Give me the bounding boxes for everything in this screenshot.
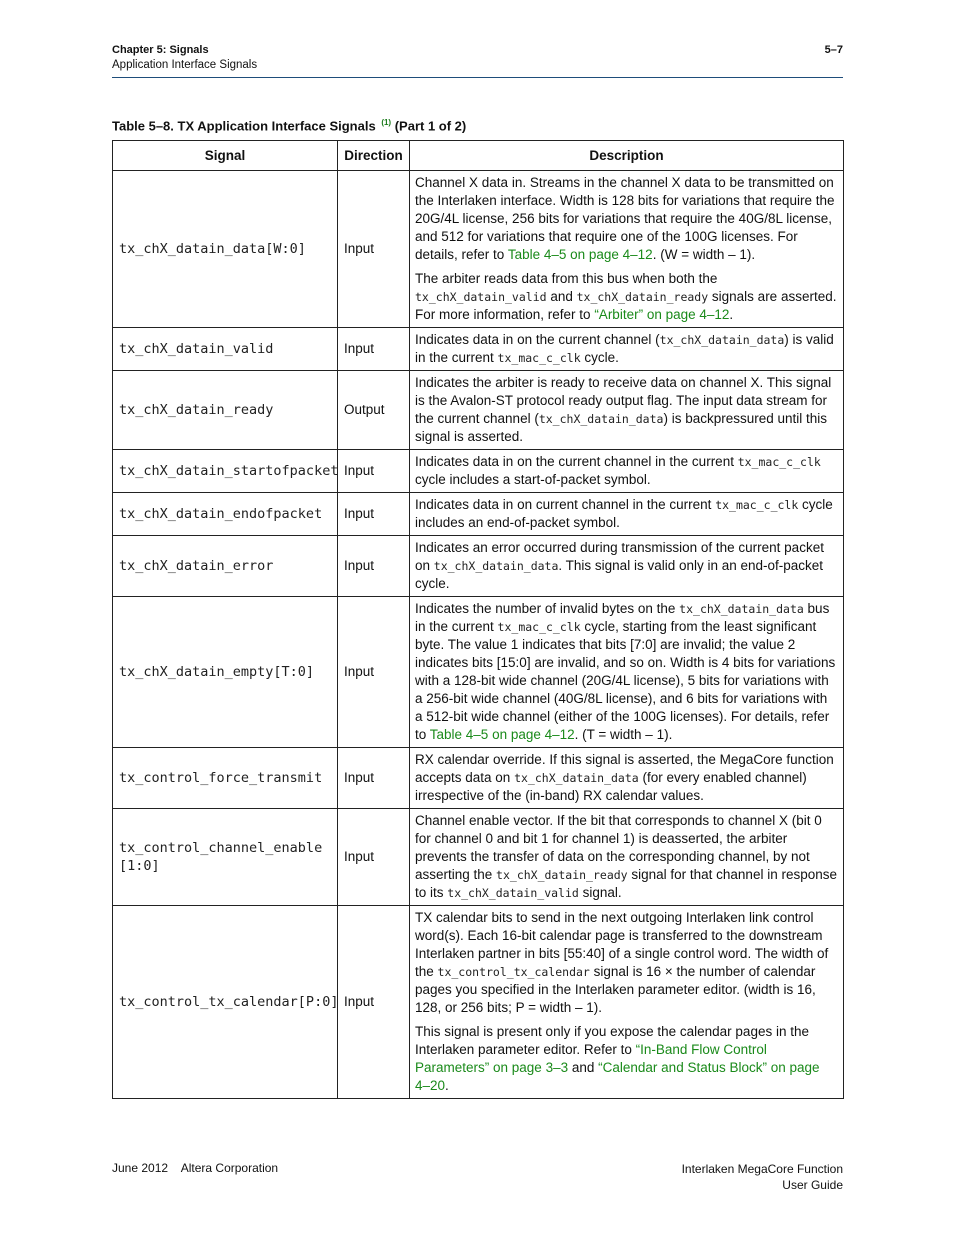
description-text: signal. bbox=[578, 885, 622, 900]
description-paragraph bbox=[415, 374, 837, 446]
signal-direction: Input bbox=[338, 536, 410, 597]
description-text: . (W = width – 1). bbox=[652, 247, 756, 262]
signal-name: tx_control_channel_enable [1:0] bbox=[113, 809, 338, 906]
footer-doc-type: User Guide bbox=[782, 1178, 843, 1192]
footer-doc-title: Interlaken MegaCore Function bbox=[681, 1162, 843, 1176]
table-row bbox=[113, 809, 844, 906]
description-paragraph bbox=[415, 1023, 837, 1095]
description-paragraph bbox=[415, 539, 837, 593]
table-row bbox=[113, 371, 844, 450]
description-text: ) is backpressured until this signal is asserted. bbox=[415, 411, 828, 444]
table-caption bbox=[112, 118, 466, 133]
signal-name: tx_chX_datain_error bbox=[113, 536, 338, 597]
description-text: Indicates the arbiter is ready to receive data on channel X. This signal is the Avalon-ST protocol ready output flag. The input data stream for the current channel ( bbox=[415, 375, 832, 426]
signal-description bbox=[410, 171, 844, 328]
signal-name: tx_chX_datain_data[W:0] bbox=[113, 171, 338, 328]
description-text: RX calendar override. If this signal is asserted, the MegaCore function accepts data on bbox=[415, 752, 834, 785]
description-paragraph bbox=[415, 174, 837, 264]
page-header bbox=[112, 44, 843, 71]
signal-name: tx_control_force_transmit bbox=[113, 748, 338, 809]
description-text: cycle, starting from the least significant byte. The value 1 indicates that bits [7:0] are invalid; the value 2 indicates bits [15:0] are invalid, and so on. Width is 4 bits for variations with a 128-bit wide channel (20G/4L license), 5 bits for variations with a 256-bit wide channel (40G/8L license), and 6 bits for variations with a 512-bit wide channel (either of the 100G licenses). For details, refer to bbox=[415, 619, 836, 742]
signal-description bbox=[410, 748, 844, 809]
description-text: The arbiter reads data from this bus when both the bbox=[415, 271, 718, 286]
signal-reference: tx_mac_c_clk bbox=[737, 455, 821, 469]
signal-description bbox=[410, 493, 844, 536]
caption-part: (Part 1 of 2) bbox=[394, 118, 467, 134]
signal-name: tx_chX_datain_endofpacket bbox=[113, 493, 338, 536]
description-paragraph bbox=[415, 496, 837, 532]
table-row bbox=[113, 171, 844, 328]
signal-description bbox=[410, 450, 844, 493]
description-text: . This signal is valid only in an end-of-packet cycle. bbox=[415, 558, 824, 591]
signal-direction: Input bbox=[338, 171, 410, 328]
table-row bbox=[113, 493, 844, 536]
signal-direction: Input bbox=[338, 906, 410, 1099]
signal-name: tx_control_tx_calendar[P:0] bbox=[113, 906, 338, 1099]
signal-reference: tx_chX_datain_data bbox=[679, 602, 804, 616]
table-row bbox=[113, 536, 844, 597]
signal-direction: Input bbox=[338, 597, 410, 748]
column-header-direction: Direction bbox=[338, 141, 410, 171]
description-paragraph bbox=[415, 600, 837, 744]
signal-description bbox=[410, 906, 844, 1099]
signal-reference: tx_chX_datain_valid bbox=[447, 886, 579, 900]
description-text: cycle. bbox=[580, 350, 619, 365]
signal-direction: Input bbox=[338, 328, 410, 371]
signal-direction: Output bbox=[338, 371, 410, 450]
cross-reference-link[interactable]: “In-Band Flow Control Parameters” on page 3–3 bbox=[415, 1042, 767, 1075]
description-text: bus in the current bbox=[415, 601, 830, 634]
table-row bbox=[113, 906, 844, 1099]
description-text: signal for that channel in response to its bbox=[415, 867, 837, 900]
caption-title: Table 5–8. TX Application Interface Signals bbox=[112, 118, 376, 134]
section-title: Application Interface Signals bbox=[112, 59, 258, 71]
page-number: 5–7 bbox=[824, 44, 843, 56]
description-text: cycle includes a start-of-packet symbol. bbox=[415, 472, 651, 487]
table-row bbox=[113, 450, 844, 493]
table-row bbox=[113, 597, 844, 748]
signal-name: tx_chX_datain_valid bbox=[113, 328, 338, 371]
signal-description bbox=[410, 809, 844, 906]
signal-direction: Input bbox=[338, 450, 410, 493]
caption-note-link[interactable]: (1) bbox=[381, 118, 392, 127]
description-paragraph bbox=[415, 751, 837, 805]
description-text: Indicates an error occurred during transmission of the current packet on bbox=[415, 540, 824, 573]
description-text: Indicates data in on the current channel ( bbox=[415, 332, 660, 347]
cross-reference-link[interactable]: Table 4–5 on page 4–12 bbox=[429, 727, 575, 742]
description-text: ) is valid in the current bbox=[415, 332, 834, 365]
signal-reference: tx_chX_datain_data bbox=[659, 333, 785, 347]
signal-reference: tx_chX_datain_ready bbox=[576, 290, 709, 304]
signal-direction: Input bbox=[338, 493, 410, 536]
description-text: Indicates data in on current channel in the current bbox=[415, 497, 716, 512]
signal-description bbox=[410, 536, 844, 597]
description-text: . (T = width – 1). bbox=[574, 727, 673, 742]
description-paragraph bbox=[415, 270, 837, 324]
signal-reference: tx_mac_c_clk bbox=[497, 351, 581, 365]
description-paragraph bbox=[415, 812, 837, 902]
chapter-title: Chapter 5: Signals bbox=[112, 44, 209, 56]
footer-left: June 2012 Altera Corporation bbox=[112, 1161, 279, 1175]
description-text: Indicates data in on the current channel in the current bbox=[415, 454, 738, 469]
signal-reference: tx_chX_datain_data bbox=[433, 559, 559, 573]
signal-name: tx_chX_datain_startofpacket bbox=[113, 450, 338, 493]
description-text: signals are asserted. For more information, refer to bbox=[415, 289, 837, 322]
cross-reference-link[interactable]: “Arbiter” on page 4–12 bbox=[594, 307, 730, 322]
column-header-signal: Signal bbox=[113, 141, 338, 171]
signal-name: tx_chX_datain_ready bbox=[113, 371, 338, 450]
signal-description bbox=[410, 597, 844, 748]
description-text: . bbox=[729, 307, 734, 322]
signal-description bbox=[410, 371, 844, 450]
description-paragraph bbox=[415, 453, 837, 489]
description-text: and bbox=[546, 289, 577, 304]
description-paragraph bbox=[415, 331, 837, 367]
description-text: This signal is present only if you expose the calendar pages in the Interlaken parameter editor. Refer to bbox=[415, 1024, 809, 1057]
cross-reference-link[interactable]: Table 4–5 on page 4–12 bbox=[507, 247, 653, 262]
signal-reference: tx_control_tx_calendar bbox=[437, 965, 590, 979]
header-rule bbox=[112, 77, 843, 78]
signal-description bbox=[410, 328, 844, 371]
description-text: Channel X data in. Streams in the channel X data to be transmitted on the Interlaken interface. Width is 128 bits for variations that require the 20G/4L license, 256 bits for variations that require the 40G/8L license, and 512 for variations that require one of the 100G licenses. For details, refer to bbox=[415, 175, 835, 262]
signal-reference: tx_chX_datain_data bbox=[514, 771, 639, 785]
description-text: cycle includes an end-of-packet symbol. bbox=[415, 497, 833, 530]
signal-direction: Input bbox=[338, 809, 410, 906]
signal-reference: tx_mac_c_clk bbox=[497, 620, 581, 634]
signals-table bbox=[112, 140, 844, 1099]
table-row bbox=[113, 328, 844, 371]
description-text: Indicates the number of invalid bytes on the bbox=[415, 601, 680, 616]
description-text: Channel enable vector. If the bit that corresponds to channel X (bit 0 for channel 0 and bit 1 for channel 1) is deasserted, the arbiter prevents the transfer of data on the corresponding channel, by not asserting the bbox=[415, 813, 822, 882]
signal-reference: tx_mac_c_clk bbox=[715, 498, 799, 512]
signal-direction: Input bbox=[338, 748, 410, 809]
signal-reference: tx_chX_datain_ready bbox=[496, 868, 628, 882]
description-text: (for every enabled channel) irrespective of the (in-band) RX calendar values. bbox=[415, 770, 807, 803]
description-text: TX calendar bits to send in the next outgoing Interlaken link control word(s). Each 16-bit calendar page is transferred to the downstream Interlaken partner in bits [55:40] of a single control word. The width of the bbox=[415, 910, 829, 979]
description-paragraph bbox=[415, 909, 837, 1017]
column-header-description: Description bbox=[410, 141, 844, 171]
table-header-row bbox=[113, 141, 844, 171]
signal-reference: tx_chX_datain_valid bbox=[415, 290, 547, 304]
footer-right bbox=[682, 1161, 843, 1193]
description-text: and bbox=[568, 1060, 599, 1075]
table-row bbox=[113, 748, 844, 809]
cross-reference-link[interactable]: “Calendar and Status Block” on page 4–20 bbox=[415, 1060, 820, 1093]
description-text: . bbox=[445, 1078, 449, 1093]
signal-reference: tx_chX_datain_data bbox=[538, 412, 664, 426]
signal-name: tx_chX_datain_empty[T:0] bbox=[113, 597, 338, 748]
description-text: signal is 16 × the number of calendar pages you specified in the Interlaken parameter editor. (width is 16, 128, or 256 bits; P = width – 1). bbox=[415, 964, 816, 1015]
